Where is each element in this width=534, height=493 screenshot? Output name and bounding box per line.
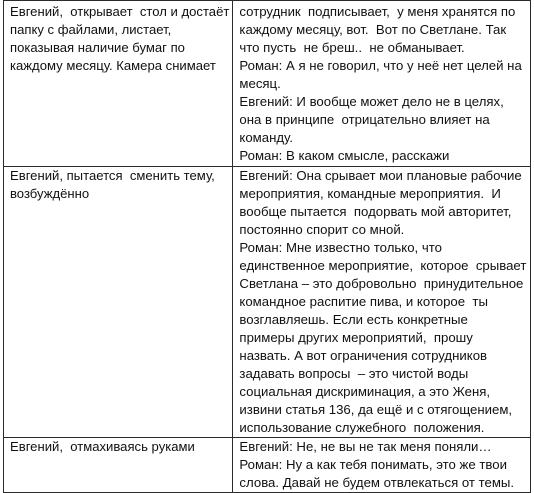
dialogue-line: возглавляешь. Если есть конкретные: [239, 312, 468, 327]
action-line: Евгений, пытается сменить тему,: [10, 168, 215, 183]
action-cell: [4, 167, 233, 438]
action-cell: [4, 1, 233, 167]
table-row: [4, 1, 531, 167]
dialogue-line: вообще пытается подорвать мой авторитет,: [239, 204, 512, 219]
dialogue-line: постоянно спорит со мной.: [239, 222, 405, 237]
dialogue-line: Роман: В каком смысле, расскажи: [239, 148, 450, 163]
dialogue-line: назвать. А вот ограничения сотрудников: [239, 348, 488, 363]
dialogue-line: командное распитие пива, и которое ты: [239, 294, 488, 309]
dialogue-line: единственное мероприятие, которое срывает: [239, 258, 527, 273]
dialogue-line: примеры других мероприятий, прошу: [239, 330, 473, 345]
dialogue-line: она в принципе отрицательно влияет на: [239, 112, 490, 127]
dialogue-line: использование служебного положения.: [239, 420, 485, 435]
table-row: [4, 167, 531, 438]
dialogue-line: каждому месяцу, вот. Вот по Светлане. Так: [239, 22, 507, 37]
dialogue-line: мероприятия, командные мероприятия. И: [239, 186, 501, 201]
dialogue-line: Роман: Мне известно только, что: [239, 240, 442, 255]
dialogue-line: команду.: [239, 130, 293, 145]
action-line: показывая наличие бумаг по: [10, 40, 185, 55]
dialogue-cell: [233, 167, 531, 438]
dialogue-line: извини статья 136, да ещё и с отягощением,: [239, 402, 513, 417]
dialogue-line: задавать вопросы – это чистой воды: [239, 366, 469, 381]
table-row: [4, 438, 531, 493]
dialogue-line: Светлана – это добровольно принудительное: [239, 276, 524, 291]
action-cell: [4, 438, 233, 493]
dialogue-line: Роман: А я не говорил, что у неё нет целей на: [239, 58, 522, 73]
dialogue-line: Евгений: И вообще может дело не в целях,: [239, 94, 504, 109]
action-line: Евгений, открывает стол и достаёт: [10, 4, 230, 19]
dialogue-line: Евгений: Она срывает мои плановые рабочие: [239, 168, 522, 183]
dialogue-cell: [233, 438, 531, 493]
action-line: возбуждённо: [10, 186, 90, 201]
document-table: [3, 0, 531, 493]
dialogue-line: сотрудник подписывает, у меня хранятся по: [239, 4, 516, 19]
dialogue-line: социальная дискриминация, а это Женя,: [239, 384, 491, 399]
action-line: Евгений, отмахиваясь руками: [10, 439, 195, 454]
action-line: каждому месяцу. Камера снимает: [10, 58, 216, 73]
dialogue-line: что пусть не бреш.. не обманывает.: [239, 40, 465, 55]
dialogue-line: Роман: Ну а как тебя понимать, это же твои: [239, 457, 507, 472]
dialogue-line: слова. Давай не будем отвлекаться от темы.: [239, 475, 515, 490]
dialogue-line: месяц.: [239, 76, 281, 91]
dialogue-cell: [233, 1, 531, 167]
dialogue-line: Евгений: Не, не вы не так меня поняли…: [239, 439, 492, 454]
action-line: папку с файлами, листает,: [10, 22, 172, 37]
